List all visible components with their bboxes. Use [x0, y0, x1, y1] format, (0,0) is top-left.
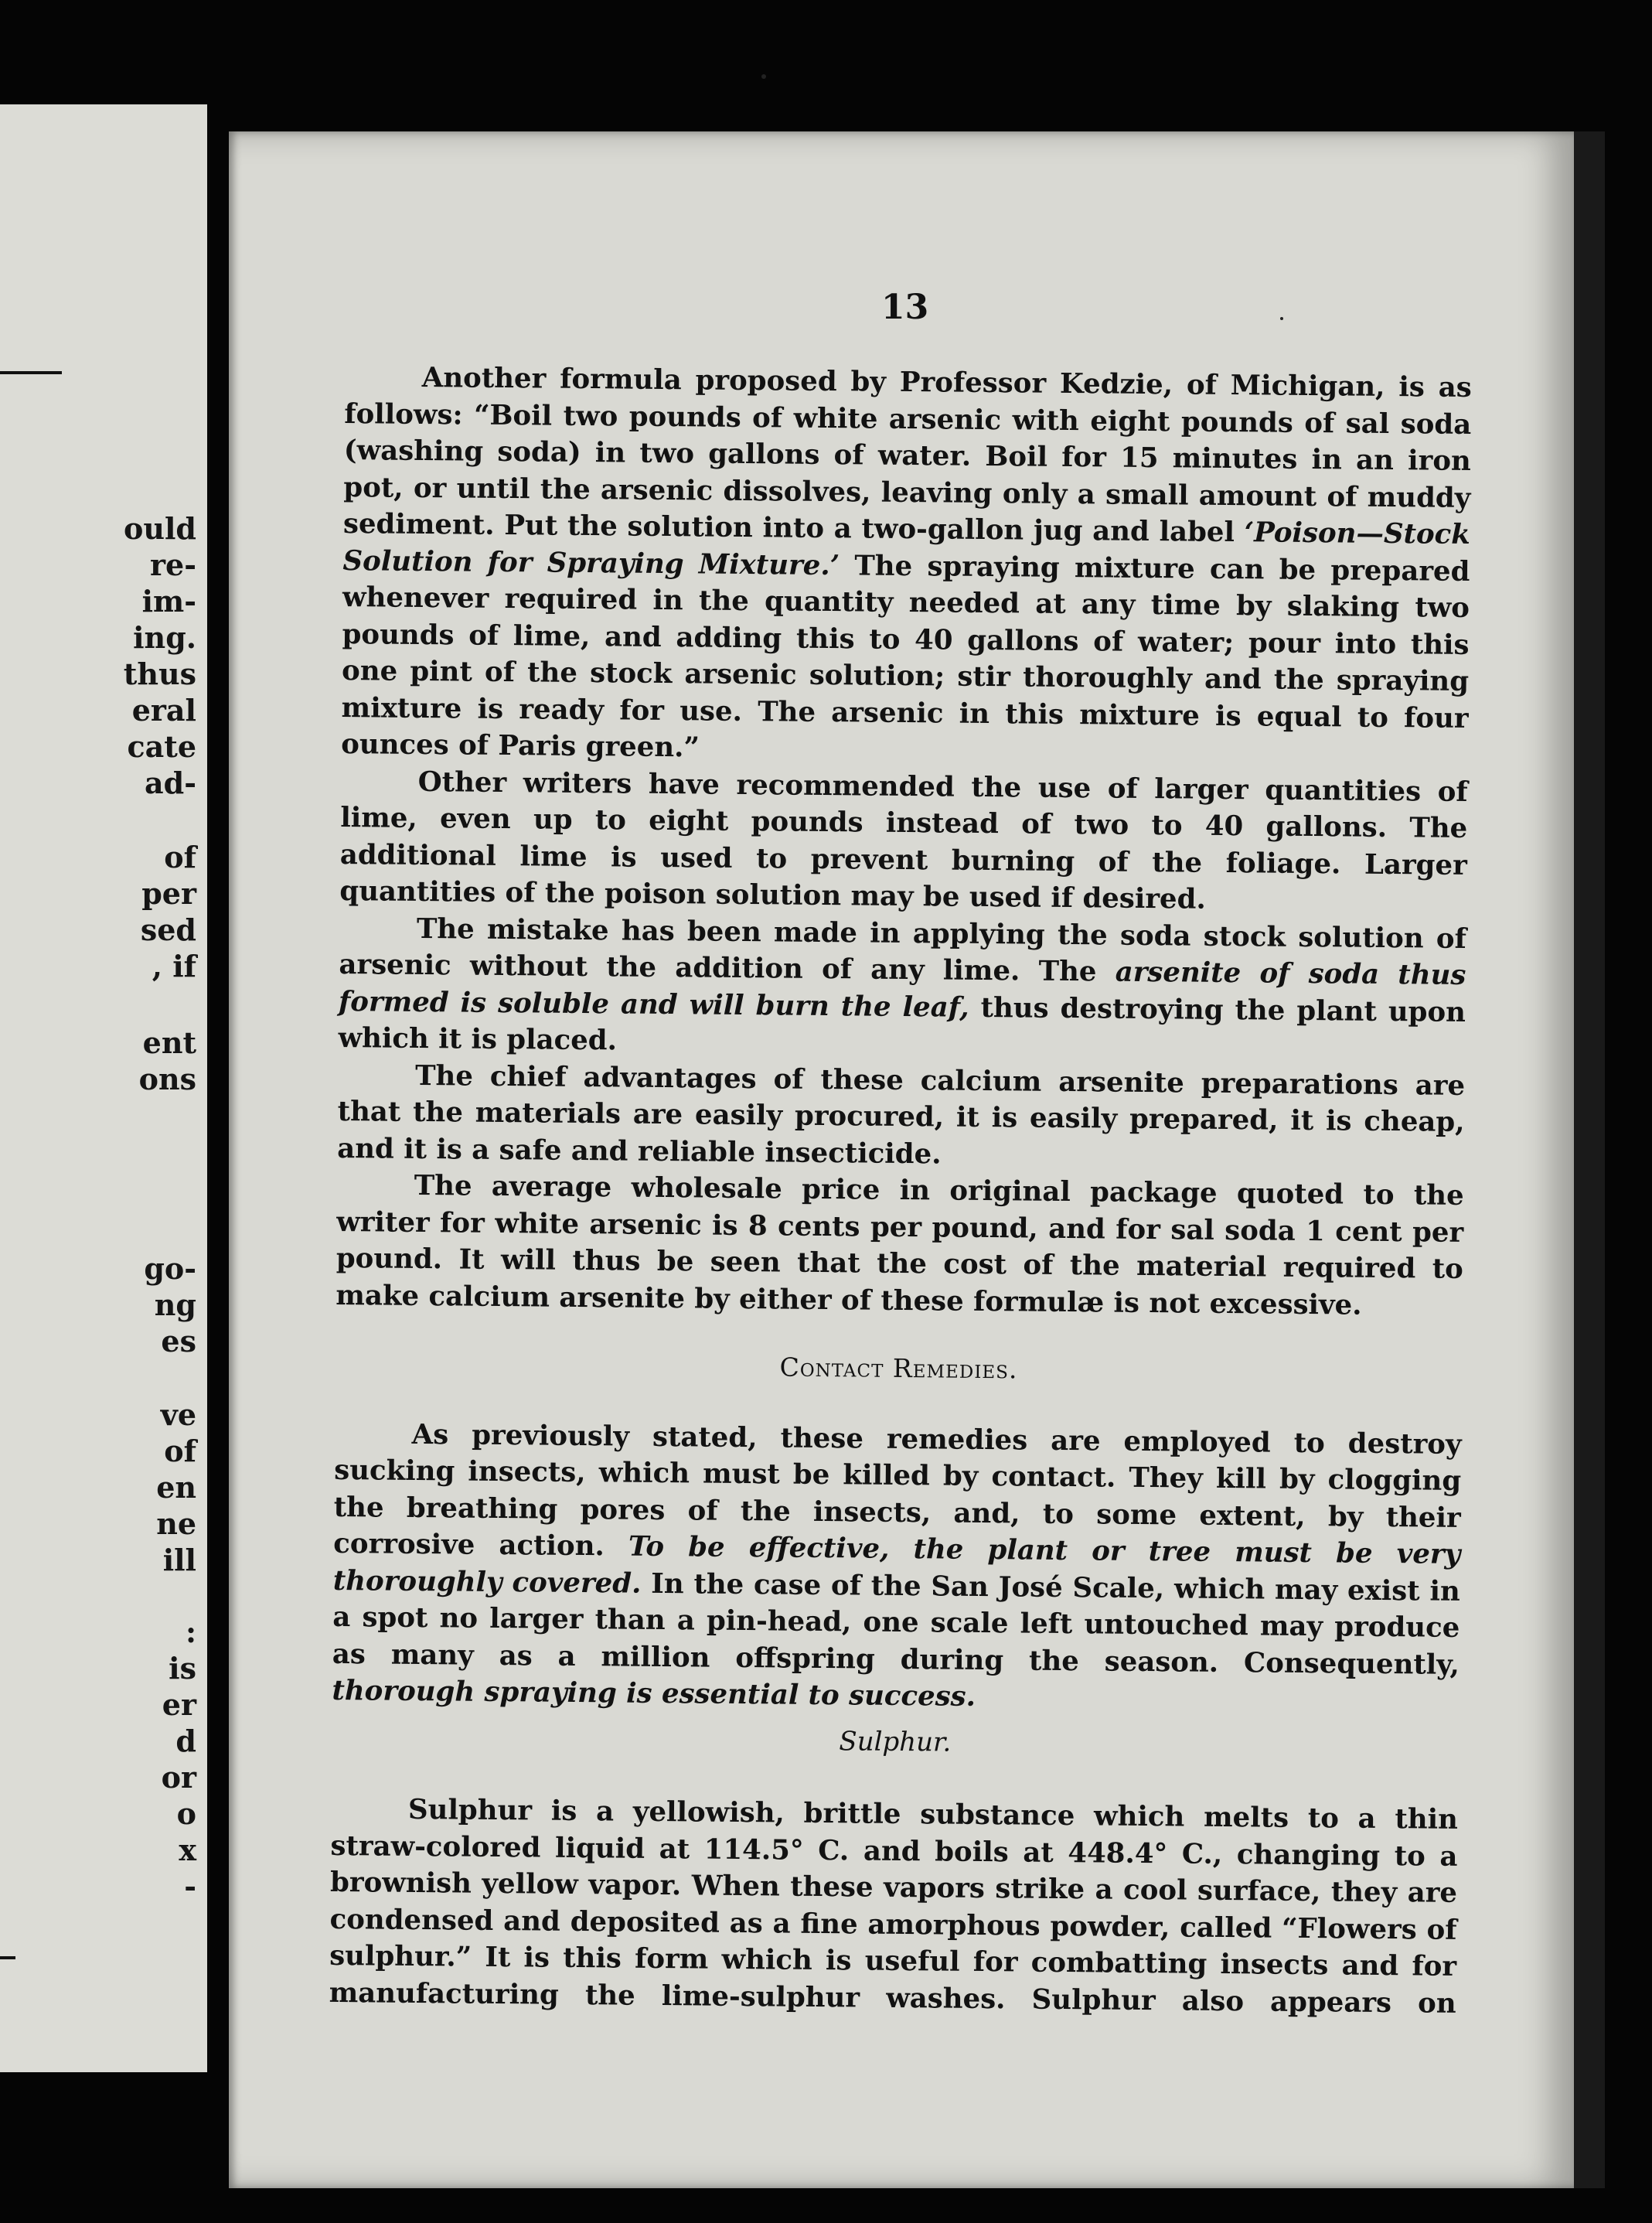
left-page-fragment: es [161, 1324, 196, 1359]
left-page-fragment: ve [160, 1397, 196, 1432]
page-edge-shadow [1574, 131, 1605, 2188]
left-page-fragment: ing. [133, 620, 196, 655]
book-gutter [207, 116, 229, 2049]
left-page-fragment: re- [150, 547, 196, 582]
left-page-fragment: sed [140, 912, 196, 947]
paragraph [332, 1415, 1462, 1720]
left-page-rule [0, 1956, 15, 1959]
paragraph [329, 1791, 1458, 2022]
dust-speck [1280, 317, 1283, 320]
italic-text-run: thorough spraying is essential to success. [332, 1674, 976, 1713]
left-page-fragment: : [185, 1614, 196, 1649]
left-page-fragment: thus [123, 656, 196, 691]
paragraph [341, 359, 1472, 773]
section-heading: Contact Remedies. [779, 1352, 1018, 1385]
left-page-fragment: en [156, 1470, 196, 1505]
italic-text-run: To be effective, the plant or tree must be very thoroughly covered. [332, 1530, 1461, 1600]
paragraph [336, 1167, 1464, 1325]
left-page-fragment: or [161, 1760, 196, 1795]
paragraph [338, 909, 1466, 1067]
section-subheading: Sulphur. [839, 1725, 952, 1758]
text-run: Another formula proposed by Professor Kedzie, of Michigan, is as follows: “Boil two pounds of white arsenic with eight pounds of sal soda (washing soda) in two gallons of water. Boil for 15 minutes in an iron pot, or until the arsenic dissolves, leaving only a small amount of muddy sediment. Put the solution into a two-gallon jug and label [342, 361, 1472, 549]
left-page-fragment: of [164, 1434, 196, 1468]
left-page-fragment: er [162, 1687, 196, 1722]
left-page-fragment: ne [156, 1506, 196, 1541]
italic-text-run: arsenite of soda thus formed is soluble and will burn the leaf, [338, 956, 1466, 1024]
page-number: 13 [881, 288, 929, 327]
text-run: The mistake has been made in applying the soda stock solution of arsenic without the addition of any lime. The [339, 912, 1467, 988]
left-facing-page [0, 104, 207, 2072]
left-page-fragment: - [184, 1869, 196, 1904]
text-run: The chief advantages of these calcium arsenite preparations are that the materials are easily procured, it is easily prepared, it is cheap, and it is a safe and reliable insecticide. [337, 1059, 1466, 1170]
left-page-fragment: ons [138, 1062, 196, 1096]
text-run: In the case of the San José Scale, which may exist in a spot no larger than a pin-head, one scale left untouched may produce as many as a million offspring during the season. Consequently, [332, 1567, 1460, 1681]
left-page-fragment: im- [141, 584, 196, 619]
italic-text-run: ‘Poison—Stock Solution for Spraying Mixture.’ [342, 517, 1471, 581]
text-run: The spraying mixture can be prepared whenever required in the quantity needed at any time by slaking two pounds of lime, and adding this to 40 gallons of water; pour into this one pint of the stock arsenic solution; stir thoroughly and the spraying mixture is ready for use. The arsenic in this mixture is equal to four ounces of Paris green.” [341, 549, 1470, 764]
left-page-fragment: of [164, 840, 196, 875]
left-page-fragment: d [175, 1724, 196, 1758]
paragraph [339, 762, 1468, 920]
text-run: thus destroying the plant upon which it is placed. [338, 991, 1466, 1057]
dust-speck [761, 74, 766, 79]
text-run: As previously stated, these remedies are employed to destroy sucking insects, which must be killed by contact. They kill by clogging the breathing pores of the insects, and, to some extent, by their corrosive action. [333, 1418, 1462, 1563]
left-page-rule [0, 371, 62, 374]
left-page-fragment: x [179, 1833, 196, 1867]
text-run: Sulphur is a yellowish, brittle substance which melts to a thin straw-colored liquid at 114.5° C. and boils at 448.4° C., changing to a brownish yellow vapor. When these vapors strike a cool surface, they are condensed and deposited as a fine amorphous powder, called “Flowers of sulphur.” It is this form which is useful for combatting insects and for manufacturing the lime-sulphur washes. Sulphur also appears on [329, 1793, 1459, 2020]
left-page-fragment: o [176, 1796, 196, 1831]
left-page-fragment: ill [162, 1543, 196, 1577]
text-run: Other writers have recommended the use of larger quantities of lime, even up to eight pounds instead of two to 40 gallons. The additional lime is used to prevent burning of the foliage. Larger quantities of the poison solution may be used if desired. [339, 765, 1468, 915]
left-page-fragment: ould [124, 511, 196, 546]
text-run: The average wholesale price in original package quoted to the writer for white arsenic is 8 cents per pound, and for sal soda 1 cent per pound. It will thus be seen that the cost of the material required to make calcium arsenite by either of these formulæ is not excessive. [336, 1169, 1464, 1321]
left-page-fragment: per [141, 876, 196, 911]
left-page-fragment: is [169, 1651, 196, 1686]
left-page-fragment: ent [142, 1025, 196, 1060]
left-page-fragment: ad- [145, 765, 196, 800]
left-page-fragment: eral [131, 693, 196, 728]
left-page-fragment: , if [152, 949, 196, 984]
paragraph [337, 1056, 1465, 1177]
page-body [329, 359, 1471, 2022]
left-page-fragment: go- [144, 1251, 196, 1286]
left-page-fragment: cate [127, 729, 196, 764]
left-page-fragment: ng [154, 1287, 196, 1322]
